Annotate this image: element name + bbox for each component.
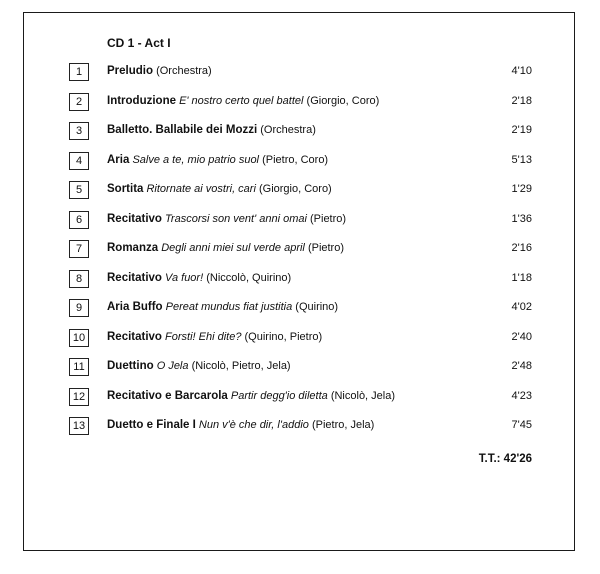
total-time: T.T.: 42'26	[478, 453, 532, 465]
track-description	[107, 124, 316, 136]
track-title: Duetto e Finale I	[107, 419, 196, 431]
track-row	[0, 122, 600, 142]
cd-title: CD 1 - Act I	[107, 36, 171, 50]
track-title: Aria	[107, 153, 130, 166]
track-title: Recitativo e Barcarola	[107, 389, 228, 402]
track-duration: 4'02	[511, 301, 532, 313]
track-roles: (Pietro, Jela)	[311, 419, 375, 431]
track-duration: 2'19	[511, 124, 532, 136]
track-title: Duettino	[107, 360, 154, 372]
track-incipit: Pereat mundus fiat justitia	[165, 301, 293, 313]
track-incipit: Forsti! Ehi dite?	[165, 330, 242, 343]
track-title: Romanza	[107, 242, 159, 254]
track-duration: 1'29	[511, 183, 532, 195]
track-row	[0, 240, 600, 260]
track-description	[107, 390, 395, 402]
track-description	[107, 419, 374, 431]
track-title: Recitativo	[107, 212, 162, 225]
track-roles: (Giorgio, Coro)	[306, 94, 380, 107]
track-number: 12	[69, 388, 89, 406]
track-roles: (Giorgio, Coro)	[258, 183, 332, 195]
track-number: 10	[69, 329, 89, 347]
track-duration: 2'40	[511, 330, 532, 343]
track-incipit: Salve a te, mio patrio suol	[132, 153, 260, 166]
track-number: 7	[69, 240, 89, 258]
track-number: 3	[69, 122, 89, 140]
track-roles: (Pietro, Coro)	[262, 153, 329, 166]
track-number: 1	[69, 63, 89, 81]
track-incipit: Ritornate ai vostri, cari	[146, 183, 256, 195]
track-title: Preludio	[107, 65, 154, 77]
track-incipit: O Jela	[156, 360, 189, 372]
track-roles: (Nicolò, Pietro, Jela)	[191, 360, 291, 372]
track-description	[107, 65, 212, 77]
track-description	[107, 242, 344, 254]
track-incipit: Partir degg'io diletta	[230, 389, 328, 402]
track-row	[0, 93, 600, 113]
track-description	[107, 154, 328, 166]
track-row	[0, 181, 600, 201]
track-title: Balletto. Ballabile dei Mozzi	[107, 124, 258, 136]
track-row	[0, 63, 600, 83]
track-title: Recitativo	[107, 271, 162, 284]
track-incipit: E' nostro certo quel battel	[179, 94, 304, 107]
track-description	[107, 272, 291, 284]
track-title: Aria Buffo	[107, 301, 163, 313]
track-duration: 2'48	[511, 360, 532, 372]
track-duration: 7'45	[511, 419, 532, 431]
track-duration: 2'16	[511, 242, 532, 254]
track-row	[0, 270, 600, 290]
track-roles: (Niccolò, Quirino)	[206, 271, 292, 284]
track-title: Recitativo	[107, 330, 162, 343]
track-number: 4	[69, 152, 89, 170]
track-roles: (Quirino, Pietro)	[244, 330, 323, 343]
track-number: 6	[69, 211, 89, 229]
track-row	[0, 417, 600, 437]
track-description	[107, 331, 322, 343]
track-description	[107, 360, 291, 372]
track-roles: (Quirino)	[295, 301, 339, 313]
track-incipit: Degli anni miei sul verde april	[161, 242, 305, 254]
track-duration: 1'18	[511, 271, 532, 284]
track-roles: (Nicolò, Jela)	[330, 389, 396, 402]
track-row	[0, 211, 600, 231]
track-row	[0, 388, 600, 408]
track-duration: 2'18	[511, 94, 532, 107]
track-roles: (Pietro)	[307, 242, 344, 254]
track-incipit: Nun v'è che dir, l'addio	[198, 419, 309, 431]
track-description	[107, 213, 346, 225]
track-row	[0, 299, 600, 319]
track-number: 11	[69, 358, 89, 376]
track-duration: 1'36	[511, 212, 532, 225]
track-incipit: Trascorsi son vent' anni omai	[165, 212, 307, 225]
track-title: Introduzione	[107, 94, 176, 107]
track-duration: 4'10	[511, 65, 532, 77]
track-number: 2	[69, 93, 89, 111]
track-number: 5	[69, 181, 89, 199]
track-duration: 4'23	[511, 389, 532, 402]
track-duration: 5'13	[511, 153, 532, 166]
track-title: Sortita	[107, 183, 144, 195]
track-row	[0, 329, 600, 349]
track-row	[0, 358, 600, 378]
track-incipit: Va fuor!	[165, 271, 204, 284]
track-description	[107, 95, 379, 107]
track-number: 9	[69, 299, 89, 317]
track-number: 13	[69, 417, 89, 435]
track-description	[107, 301, 338, 313]
track-roles: (Orchestra)	[260, 124, 316, 136]
track-number: 8	[69, 270, 89, 288]
track-description	[107, 183, 332, 195]
track-row	[0, 152, 600, 172]
track-roles: (Pietro)	[310, 212, 347, 225]
track-roles: (Orchestra)	[156, 65, 212, 77]
